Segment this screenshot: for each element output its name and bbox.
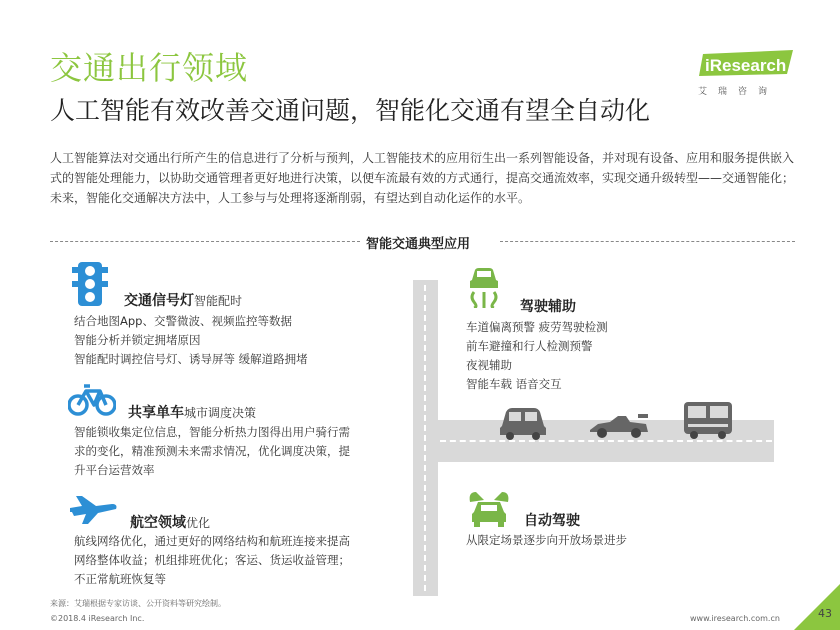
signal-line: 智能配时调控信号灯、诱导屏等 缓解道路拥堵: [74, 352, 308, 366]
assist-line: 前车避撞和行人检测预警: [466, 339, 593, 353]
signal-suffix: 智能配时: [194, 294, 243, 308]
lane-assist-car-icon: [466, 266, 502, 308]
auto-heading: 自动驾驶: [524, 513, 580, 529]
auto-desc: [466, 531, 627, 550]
corner-triangle: [794, 584, 840, 630]
assist-heading: 驾驶辅助: [520, 299, 576, 315]
intro-paragraph: 人工智能算法对交通出行所产生的信息进行了分析与预判，人工智能技术的应用衍生出一系列智能设备，并对现有设备、应用和服务提供嵌入式的智能处理能力，以协助交通管理者更好地进行决策，以便车流最有效的方式通行，提高交通流效率，实现交通升级转型——交通智能化；未来，智能化交通解决方法中，人工参与与处理将逐渐削弱，有望达到自动化运作的水平。: [50, 151, 795, 205]
auto-line: 从限定场景逐步向开放场景进步: [466, 533, 627, 547]
footer-url[interactable]: www.iresearch.com.cn: [690, 614, 780, 623]
airplane-icon: [68, 494, 118, 524]
flight-heading: [130, 512, 210, 532]
assist-desc: [466, 318, 608, 394]
flight-suffix: 优化: [186, 516, 211, 530]
bus-icon: [682, 400, 734, 440]
bike-desc: [74, 423, 350, 480]
logo-text: iResearch: [705, 56, 787, 75]
road-lane-horizontal: [440, 440, 772, 442]
page-number: 43: [818, 607, 832, 620]
bike-title: 共享单车: [128, 405, 184, 421]
bike-line: 求的变化，精准预测未来需求情况，优化调度决策，提: [74, 444, 350, 458]
car-icon: [496, 404, 550, 440]
flight-line: 不正常航班恢复等: [74, 572, 166, 586]
traffic-light-icon: [72, 262, 108, 306]
autonomous-car-icon: [466, 488, 512, 528]
race-car-icon: [588, 410, 650, 440]
signal-heading: [124, 290, 242, 310]
flight-desc: [74, 532, 350, 589]
signal-line: 智能分析并锁定拥堵原因: [74, 333, 201, 347]
copyright: ©2018.4 iResearch Inc.: [50, 614, 145, 623]
bike-line: 智能锁收集定位信息，智能分析热力图得出用户骑行需: [74, 425, 350, 439]
page-title: 交通出行领域: [50, 49, 249, 87]
road-lane-vertical: [424, 285, 426, 591]
assist-line: 夜视辅助: [466, 358, 512, 372]
assist-line: 智能车载 语音交互: [466, 377, 562, 391]
bicycle-icon: [68, 382, 116, 416]
logo-subtitle: 艾瑞咨询: [698, 87, 779, 97]
flight-title: 航空领域: [130, 515, 186, 531]
source-note: 来源：艾瑞根据专家访谈、公开资料等研究绘制。: [50, 599, 226, 608]
bike-line: 升平台运营效率: [74, 463, 155, 477]
bike-heading: [128, 402, 256, 422]
section-divider-right: [500, 241, 795, 242]
signal-desc: [74, 312, 308, 369]
flight-line: 航线网络优化，通过更好的网络结构和航班连接来提高: [74, 534, 350, 548]
section-title: 智能交通典型应用: [360, 233, 476, 252]
signal-title: 交通信号灯: [124, 293, 194, 309]
page-subtitle: 人工智能有效改善交通问题，智能化交通有望全自动化: [50, 96, 651, 125]
flight-line: 网络整体收益；机组排班优化；客运、货运收益管理；: [74, 553, 350, 567]
signal-line: 结合地图App、交警微波、视频监控等数据: [74, 314, 292, 328]
assist-line: 车道偏离预警 疲劳驾驶检测: [466, 320, 608, 334]
bike-suffix: 城市调度决策: [184, 406, 257, 420]
section-divider-left: [50, 241, 360, 242]
